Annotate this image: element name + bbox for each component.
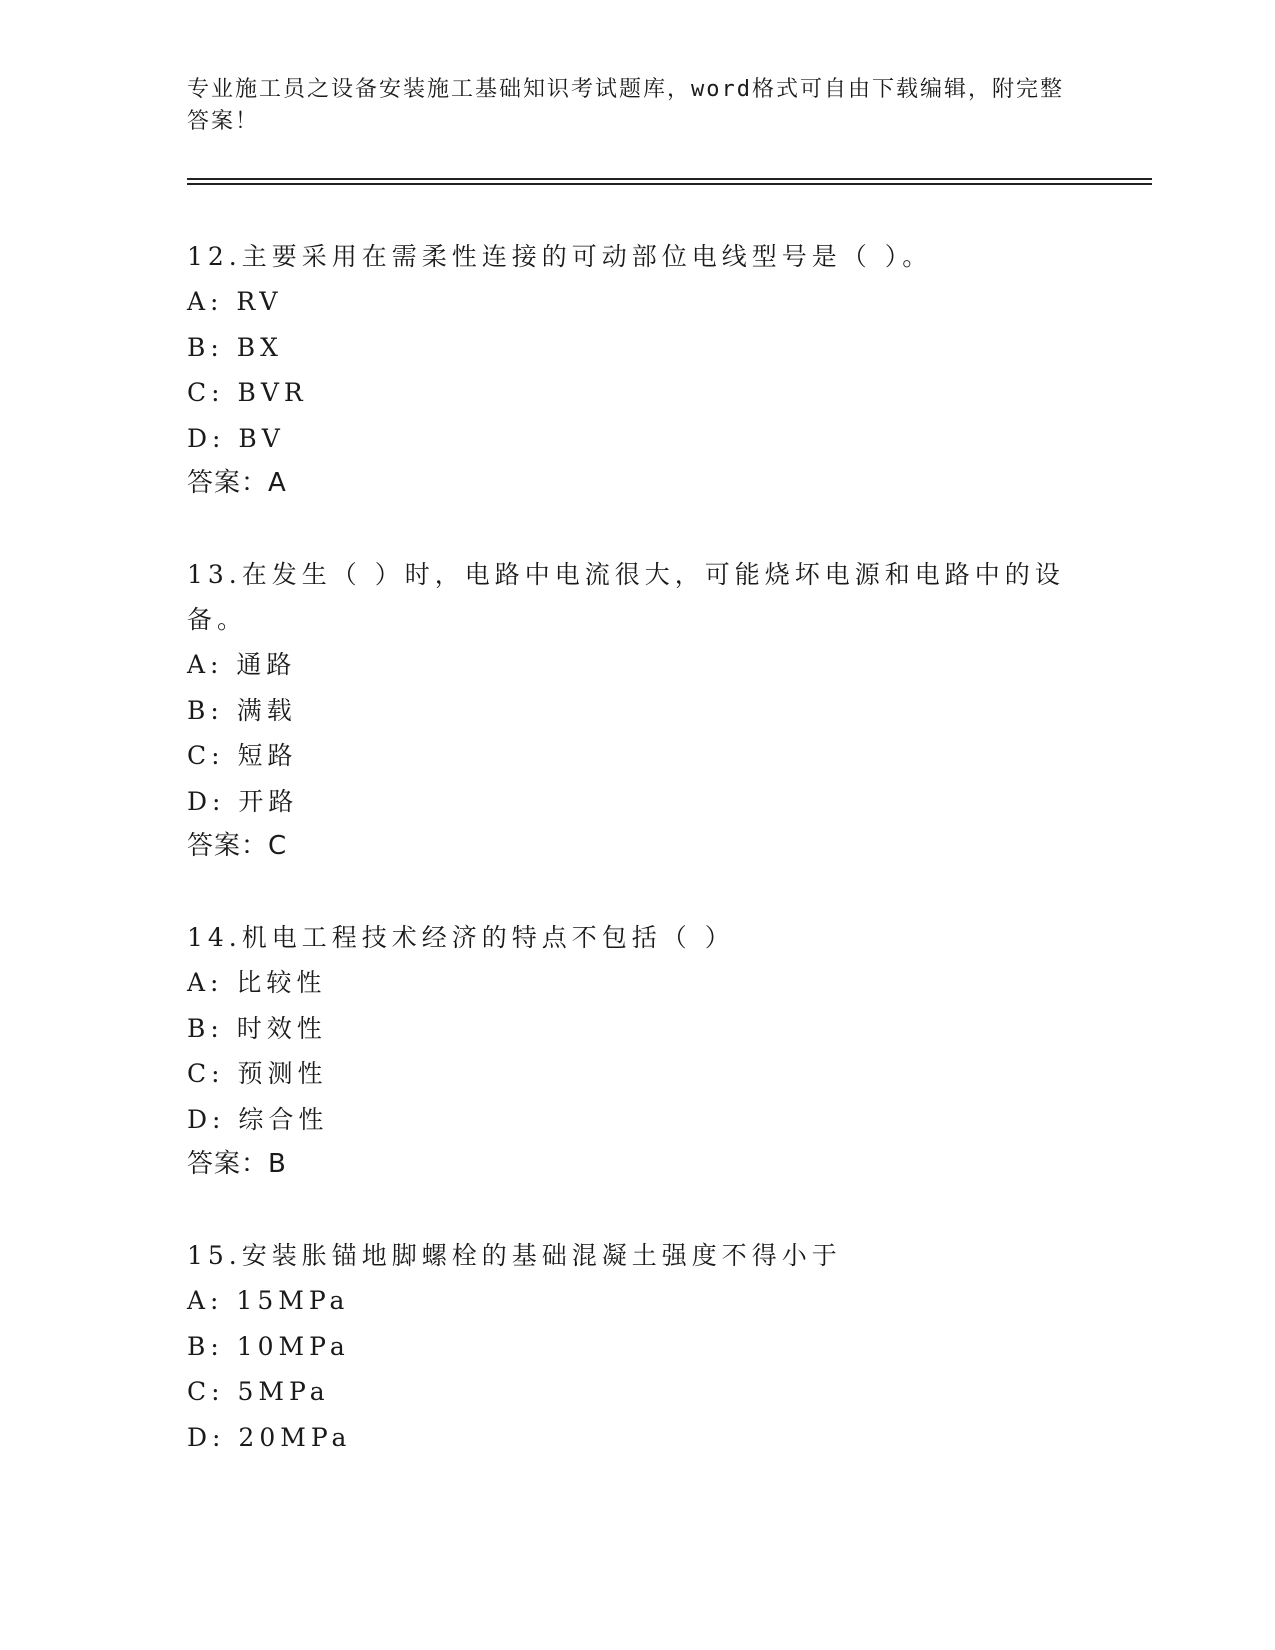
option-c: C: 5MPa [187,1377,330,1406]
option-b: B: 时效性 [187,1013,327,1043]
document-header: 专业施工员之设备安装施工基础知识考试题库，word格式可自由下载编辑，附完整答案！ [187,77,1064,134]
option-d: D: 综合性 [187,1104,329,1134]
question-15 [187,1233,1087,1460]
option-a: A: 比较性 [187,968,327,997]
option-c: C: 预测性 [187,1059,328,1088]
option-c: C: 短路 [187,741,298,770]
option-b: B: 10MPa [187,1331,350,1361]
option-b: B: BX [187,332,283,362]
question-text: 13.在发生（ ）时，电路中电流很大，可能烧坏电源和电路中的设备。 [187,560,1065,634]
answer: 答案：C [187,831,288,861]
answer: 答案：B [187,1149,287,1179]
option-d: D: 20MPa [187,1422,352,1452]
question-13 [187,552,1087,868]
option-a: A: 通路 [187,650,297,679]
question-text: 12.主要采用在需柔性连接的可动部位电线型号是（ ）。 [187,242,933,271]
option-a: A: 15MPa [187,1286,350,1315]
option-d: D: BV [187,423,285,453]
question-text: 14.机电工程技术经济的特点不包括（ ） [187,923,735,952]
header-rule-top [187,178,1152,180]
option-a: A: RV [187,287,283,316]
question-text: 15.安装胀锚地脚螺栓的基础混凝土强度不得小于 [187,1241,842,1270]
option-d: D: 开路 [187,786,299,816]
option-c: C: BVR [187,378,308,407]
header-rule-bottom [187,183,1152,185]
answer: 答案：A [187,468,287,498]
question-12 [187,234,1087,505]
option-b: B: 满载 [187,695,297,725]
question-14 [187,915,1087,1186]
